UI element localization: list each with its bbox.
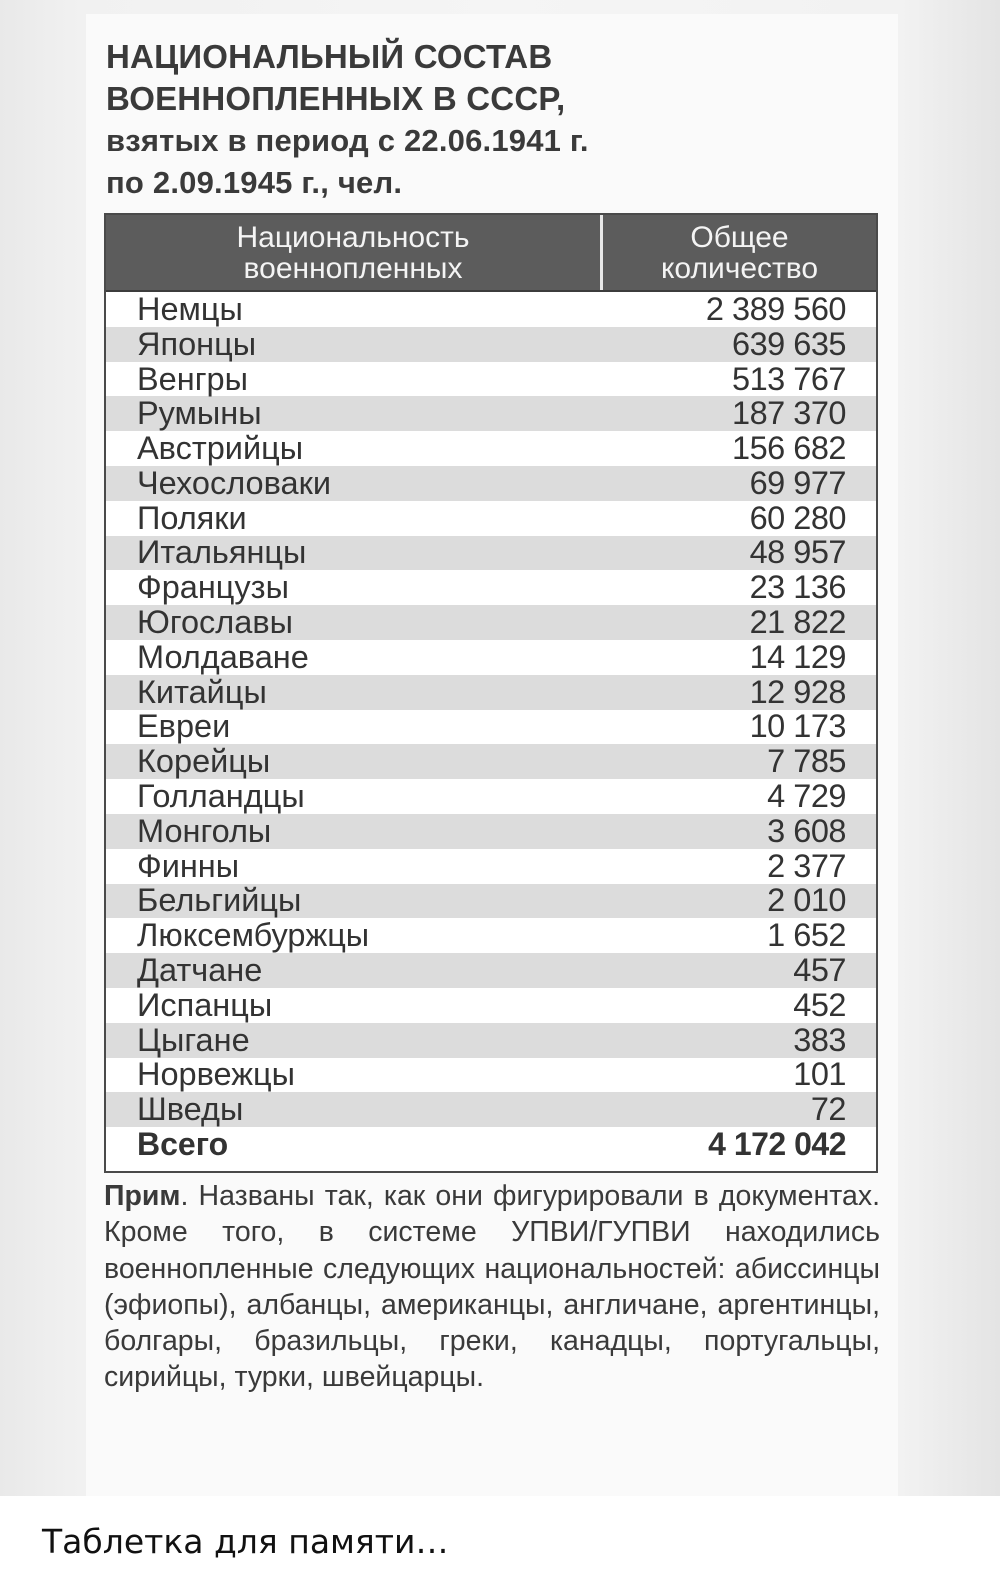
nationality-cell: Венгры [137,360,248,397]
table-body [106,292,876,1162]
nationality-cell: Корейцы [137,743,271,780]
title-line-2: ВОЕННОПЛЕННЫХ В СССР, [106,80,566,117]
table-row [106,1023,876,1058]
nationality-cell: Итальянцы [137,534,307,571]
total-label: Всего [137,1126,229,1163]
nationality-cell: Китайцы [137,673,267,710]
nationality-cell: Бельгийцы [137,882,302,919]
nationality-cell: Цыгане [137,1021,250,1058]
header-nationality-line-1: Национальность [236,220,470,254]
count-cell: 23 136 [749,569,846,606]
count-cell: 3 608 [767,812,846,849]
table-row [106,640,876,675]
nationality-cell: Люксембуржцы [137,917,370,954]
table-row [106,814,876,849]
title-line-3: взятых в период с 22.06.1941 г. [106,123,589,158]
count-cell: 457 [793,952,846,989]
nationality-cell: Евреи [137,708,231,745]
header-nationality-line-2: военнопленных [243,251,463,285]
count-cell: 2 389 560 [705,290,846,327]
table-row [106,988,876,1023]
table-row [106,605,876,640]
table-row [106,953,876,988]
table-row [106,466,876,501]
total-count: 4 172 042 [708,1126,846,1163]
count-cell: 21 822 [749,604,846,641]
nationality-cell: Поляки [137,499,247,536]
nationality-cell: Австрийцы [137,430,304,467]
count-cell: 639 635 [732,325,846,362]
count-cell: 101 [793,1056,846,1093]
count-cell: 14 129 [749,638,846,675]
nationality-cell: Норвежцы [137,1056,295,1093]
count-cell: 12 928 [749,673,846,710]
count-cell: 187 370 [732,395,846,432]
pow-table [104,213,878,1173]
count-cell: 513 767 [732,360,846,397]
nationality-cell: Датчане [137,952,263,989]
count-cell: 2 010 [767,882,846,919]
table-row [106,744,876,779]
table-row [106,675,876,710]
count-cell: 48 957 [749,534,846,571]
nationality-cell: Японцы [137,325,257,362]
count-cell: 2 377 [767,847,846,884]
table-row [106,849,876,884]
table-row [106,327,876,362]
table-row [106,570,876,605]
table-row [106,362,876,397]
table-row [106,431,876,466]
footnote-label: Прим [104,1180,181,1212]
header-nationality [106,215,603,290]
title-line-1: НАЦИОНАЛЬНЫЙ СОСТАВ [106,38,553,75]
table-row [106,884,876,919]
table-row [106,536,876,571]
table-header [106,215,876,292]
nationality-cell: Финны [137,847,240,884]
header-count [603,215,876,290]
count-cell: 4 729 [767,778,846,815]
count-cell: 452 [793,986,846,1023]
table-row [106,918,876,953]
table-row [106,1058,876,1093]
table-row [106,501,876,536]
nationality-cell: Голландцы [137,778,305,815]
footnote [104,1178,880,1396]
nationality-cell: Немцы [137,290,243,327]
nationality-cell: Шведы [137,1091,244,1128]
count-cell: 383 [793,1021,846,1058]
post-caption: Таблетка для памяти… [42,1522,449,1561]
nationality-cell: Монголы [137,812,272,849]
count-cell: 60 280 [749,499,846,536]
footnote-text: . Названы так, как они фигурировали в документах. Кроме того, в системе УПВИ/ГУПВИ находились военнопленные следующих национальностей: абиссинцы (эфиопы), албанцы, американцы, англичане, аргентинцы, болгары, бразильцы, греки, канадцы, португальцы, сирийцы, турки, швейцарцы. [104,1180,880,1394]
nationality-cell: Испанцы [137,986,273,1023]
count-cell: 1 652 [767,917,846,954]
nationality-cell: Французы [137,569,289,606]
count-cell: 7 785 [767,743,846,780]
nationality-cell: Румыны [137,395,262,432]
count-cell: 72 [810,1091,846,1128]
table-row [106,396,876,431]
table-row [106,779,876,814]
table-row [106,1092,876,1127]
header-count-line-2: количество [660,251,819,285]
nationality-cell: Югославы [137,604,293,641]
title-line-4: по 2.09.1945 г., чел. [106,165,403,200]
count-cell: 69 977 [749,464,846,501]
count-cell: 156 682 [732,430,846,467]
total-row [106,1127,876,1162]
table-row [106,710,876,745]
nationality-cell: Молдаване [137,638,309,675]
table-row [106,292,876,327]
header-count-line-1: Общее [690,220,789,254]
count-cell: 10 173 [749,708,846,745]
table-title [106,36,886,204]
nationality-cell: Чехословаки [137,464,331,501]
